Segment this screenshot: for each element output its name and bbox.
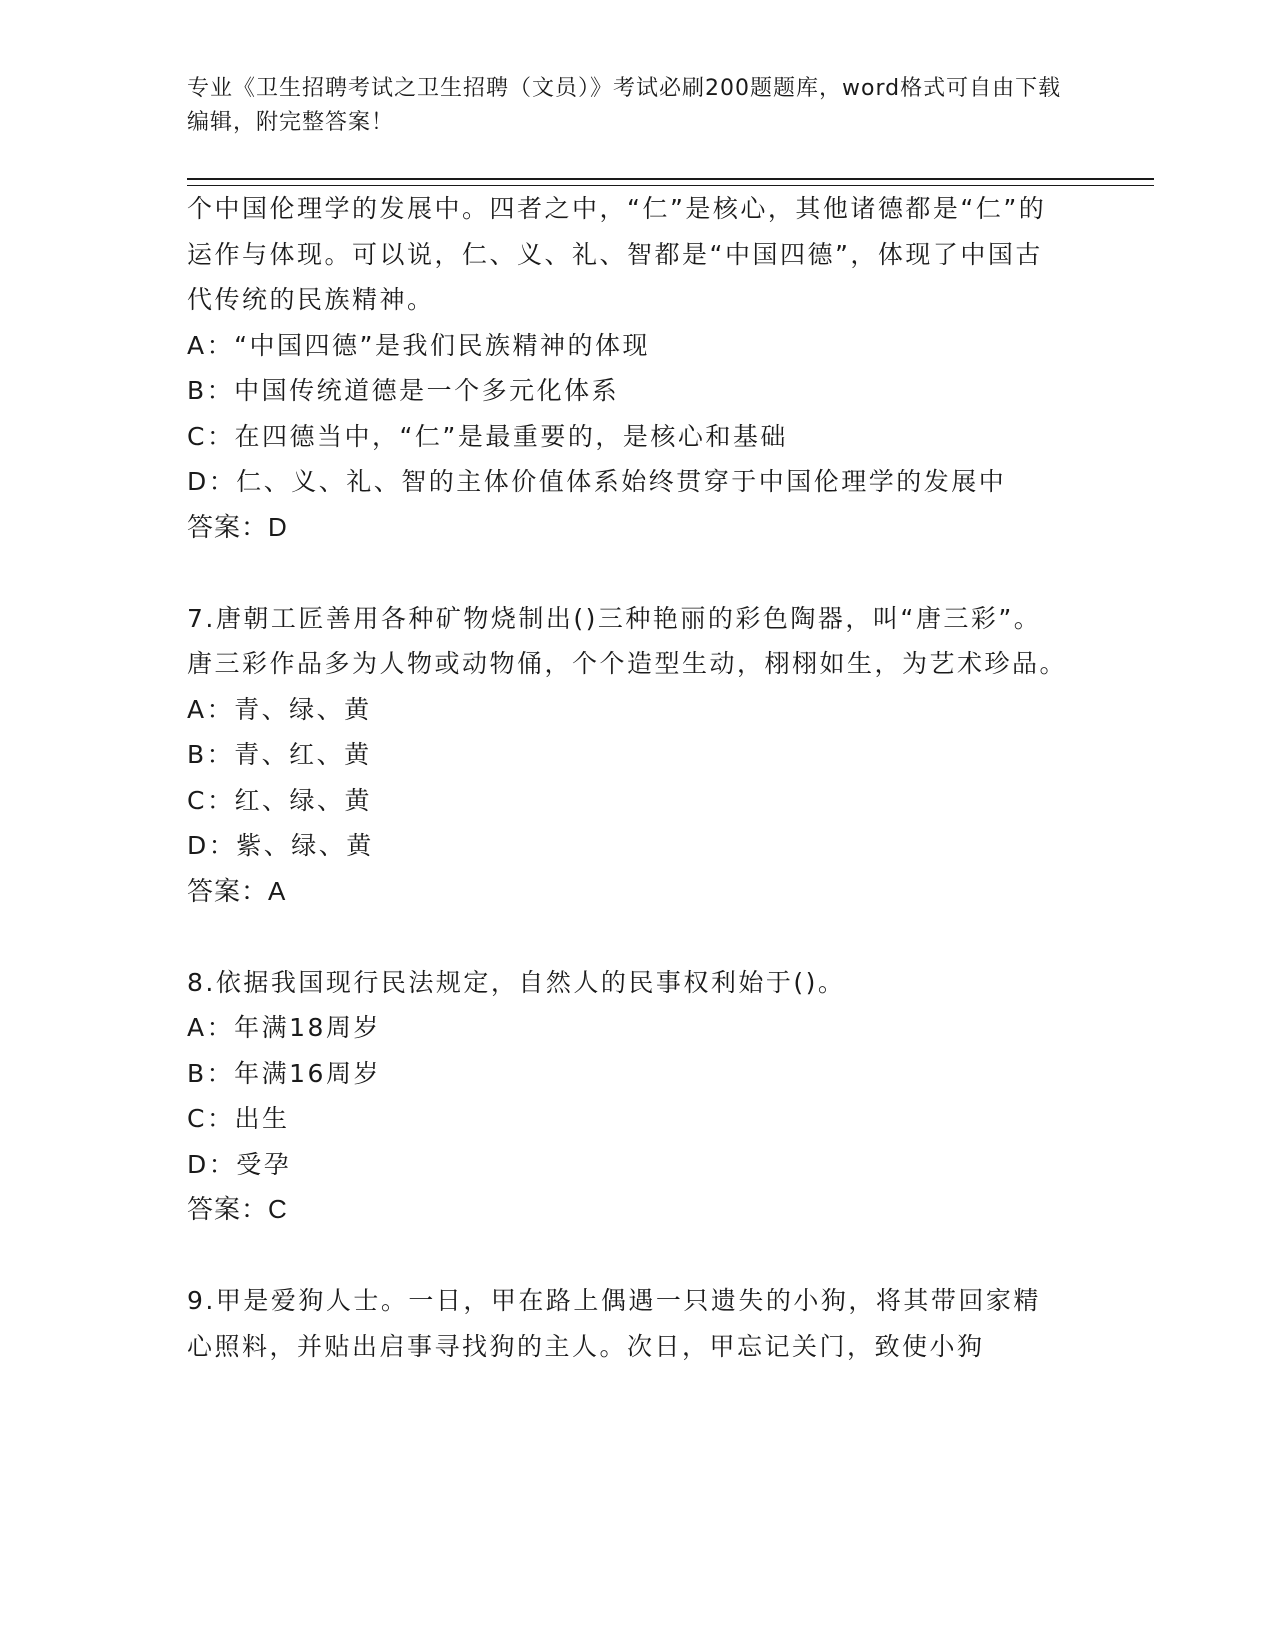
question-stem: 9.甲是爱狗人士。一日，甲在路上偶遇一只遗失的小狗，将其带回家精心照料，并贴出启事寻找狗的主人。次日，甲忘记关门，致使小狗 [187, 1286, 1041, 1361]
question-block [187, 960, 1067, 1233]
question-block [187, 1278, 1067, 1369]
question-stem: 7.唐朝工匠善用各种矿物烧制出()三种艳丽的彩色陶器，叫“唐三彩”。唐三彩作品多为人物或动物俑，个个造型生动，栩栩如生，为艺术珍品。 [187, 603, 1068, 678]
option-b: B：年满16周岁 [187, 1058, 381, 1088]
option-b: B：中国传统道德是一个多元化体系 [187, 376, 620, 405]
question-block [187, 186, 1067, 550]
header-divider [187, 178, 1154, 186]
answer: 答案：A [187, 875, 287, 906]
option-d: D：仁、义、礼、智的主体价值体系始终贯穿于中国伦理学的发展中 [187, 467, 1007, 496]
option-a: A：“中国四德”是我们民族精神的体现 [187, 330, 651, 360]
option-a: A：青、绿、黄 [187, 694, 372, 724]
question-stem: 个中国伦理学的发展中。四者之中，“仁”是核心，其他诸德都是“仁”的运作与体现。可以说，仁、义、礼、智都是“中国四德”，体现了中国古代传统的民族精神。 [187, 194, 1047, 314]
option-d: D：紫、绿、黄 [187, 831, 374, 860]
header-title: 专业《卫生招聘考试之卫生招聘（文员）》考试必刷200题题库，word格式可自由下载编辑，附完整答案！ [187, 76, 1062, 135]
page-header [187, 72, 1067, 140]
answer: 答案：D [187, 511, 288, 542]
question-block [187, 596, 1067, 915]
answer: 答案：C [187, 1194, 288, 1224]
question-content [187, 186, 1067, 1369]
option-c: C：出生 [187, 1104, 290, 1133]
option-c: C：红、绿、黄 [187, 785, 372, 815]
option-d: D：受孕 [187, 1149, 292, 1179]
option-b: B：青、红、黄 [187, 740, 372, 769]
option-c: C：在四德当中，“仁”是最重要的，是核心和基础 [187, 421, 788, 451]
option-a: A：年满18周岁 [187, 1013, 381, 1042]
question-stem: 8.依据我国现行民法规定，自然人的民事权利始于()。 [187, 967, 846, 997]
